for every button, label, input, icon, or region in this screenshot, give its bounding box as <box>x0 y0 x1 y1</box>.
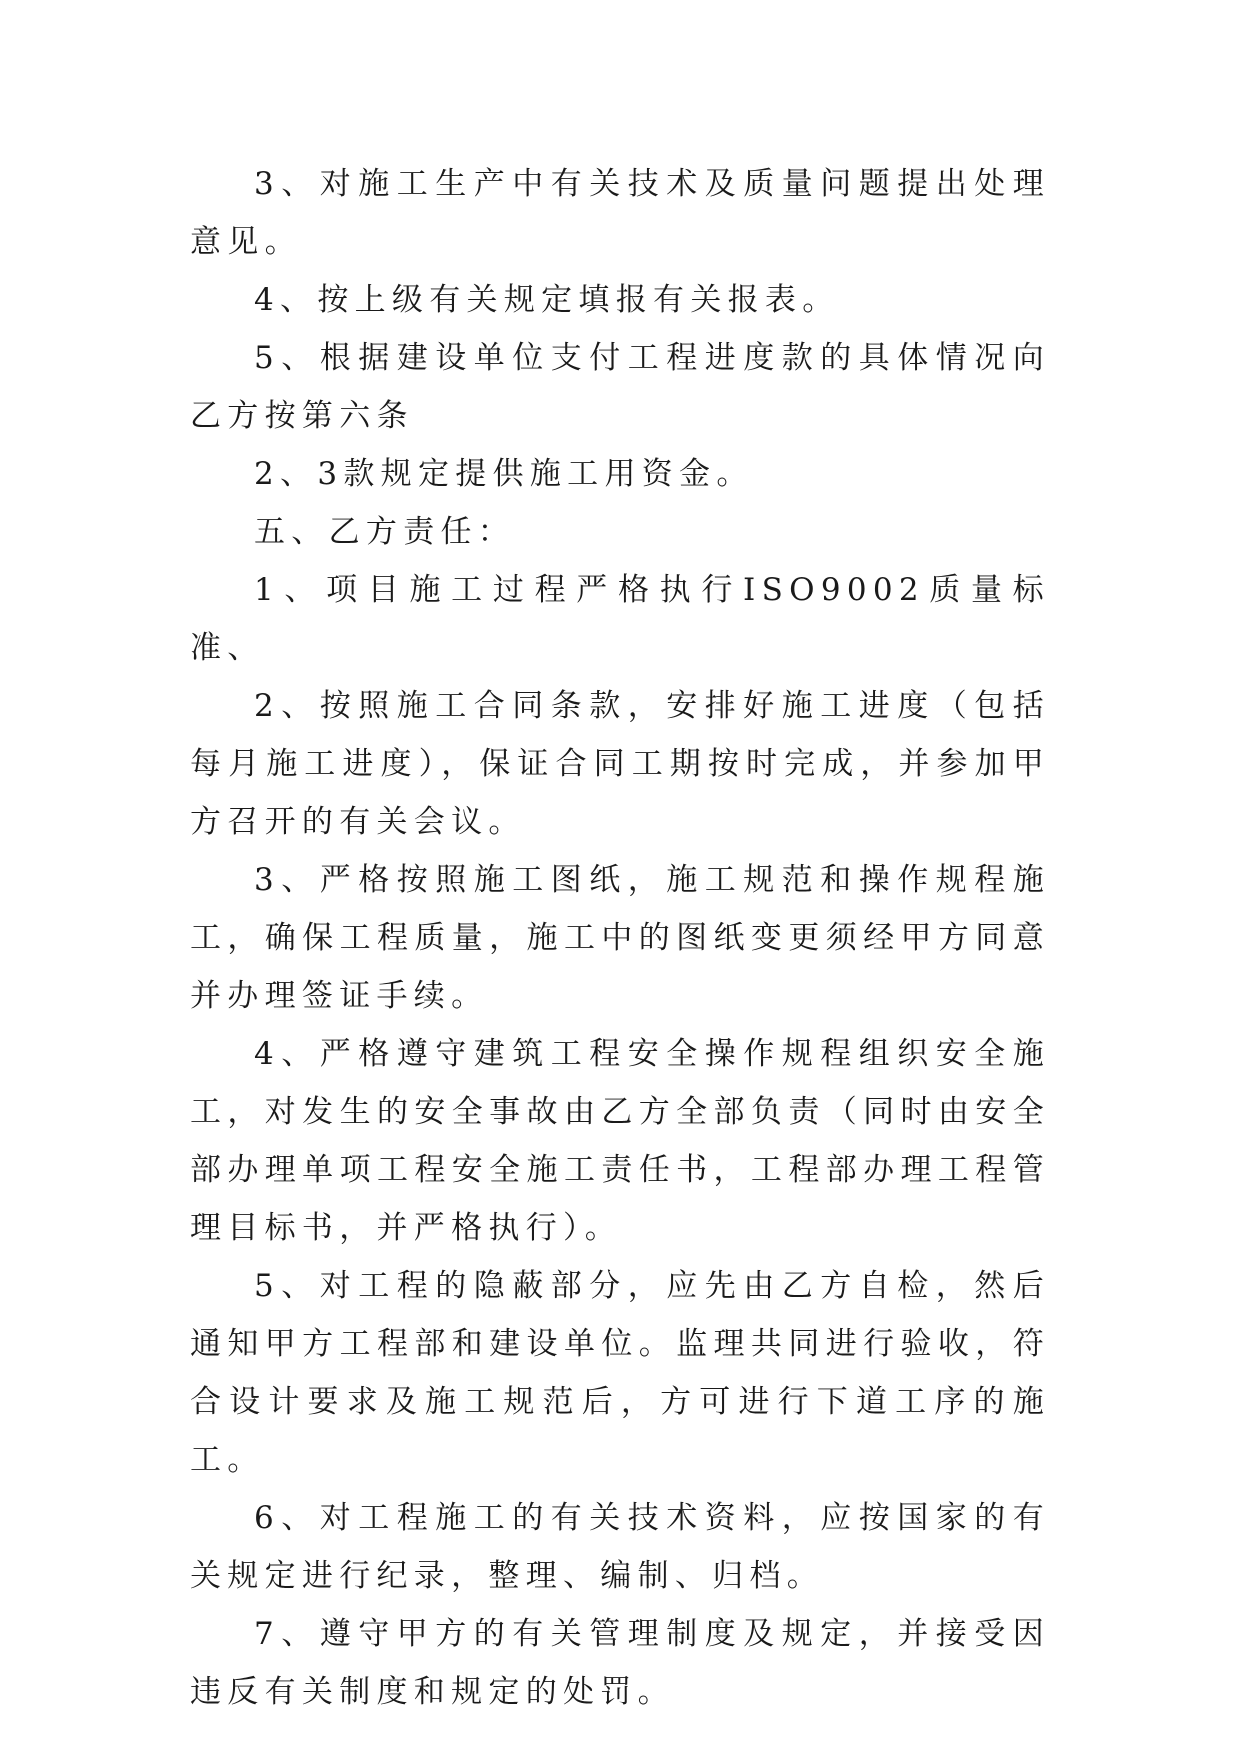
paragraph-7: 2、按照施工合同条款，安排好施工进度（包括每月施工进度），保证合同工期按时完成，并参加甲方召开的有关会议。 <box>190 688 1050 840</box>
paragraph-6: 1、项目施工过程严格执行ISO9002质量标准、 <box>190 572 1050 666</box>
paragraph-2: 4、按上级有关规定填报有关报表。 <box>254 282 840 318</box>
paragraph-10: 5、对工程的隐蔽部分，应先由乙方自检，然后通知甲方工程部和建设单位。监理共同进行验收，符合设计要求及施工规范后，方可进行下道工序的施工。 <box>190 1268 1050 1478</box>
document-body <box>190 155 1050 1721</box>
paragraph-3: 5、根据建设单位支付工程进度款的具体情况向乙方按第六条 <box>190 340 1050 434</box>
paragraph-12: 7、遵守甲方的有关管理制度及规定，并接受因违反有关制度和规定的处罚。 <box>190 1616 1050 1710</box>
paragraph-8: 3、严格按照施工图纸，施工规范和操作规程施工，确保工程质量，施工中的图纸变更须经甲方同意并办理签证手续。 <box>190 862 1050 1014</box>
paragraph-9: 4、严格遵守建筑工程安全操作规程组织安全施工，对发生的安全事故由乙方全部负责（同时由安全部办理单项工程安全施工责任书，工程部办理工程管理目标书，并严格执行）。 <box>190 1036 1050 1246</box>
paragraph-4: 2、3款规定提供施工用资金。 <box>254 456 754 492</box>
paragraph-11: 6、对工程施工的有关技术资料，应按国家的有关规定进行纪录，整理、编制、归档。 <box>190 1500 1050 1594</box>
paragraph-1: 3、对施工生产中有关技术及质量问题提出处理意见。 <box>190 166 1050 260</box>
section-heading-party-b: 五、乙方责任： <box>254 514 516 550</box>
